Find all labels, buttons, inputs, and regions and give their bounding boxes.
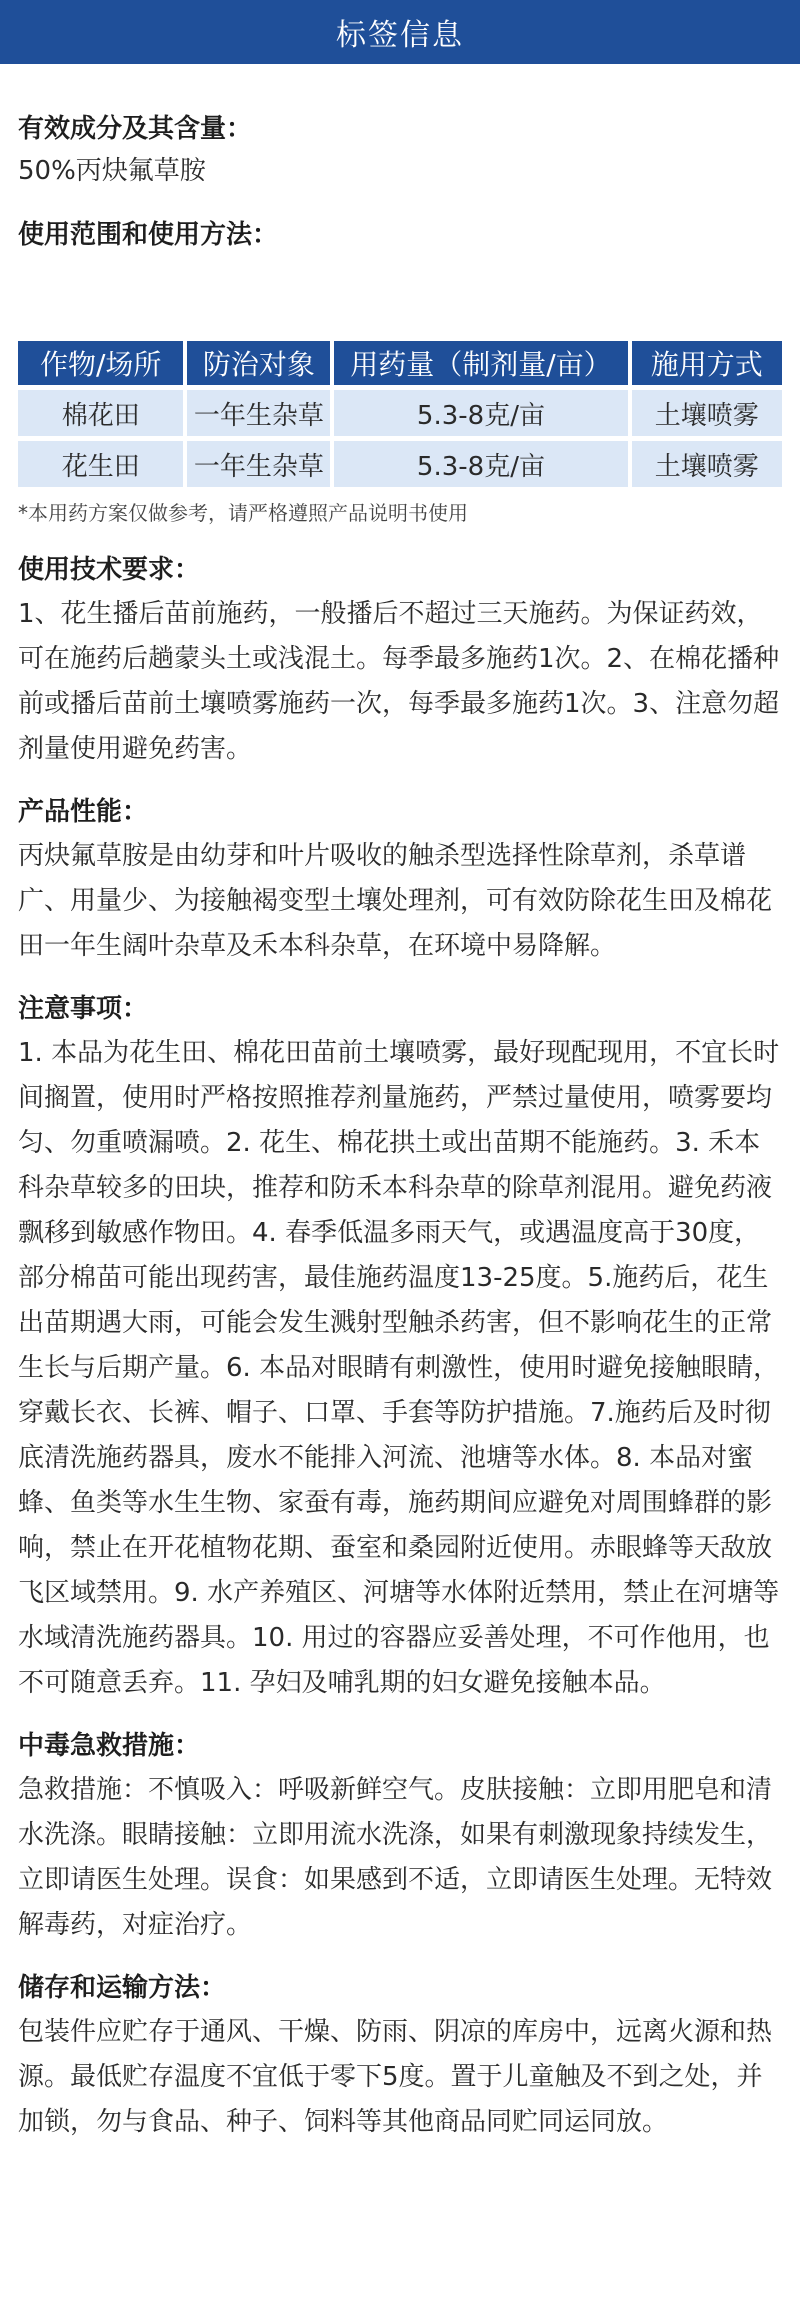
active-ingredient-title: 有效成分及其含量：: [18, 114, 253, 144]
performance-title: 产品性能：: [18, 797, 149, 827]
dosage-table: [14, 336, 786, 492]
table-header-dosage: 用药量（制剂量/亩）: [334, 341, 627, 385]
table-cell: 棉花田: [18, 390, 183, 436]
performance-section: [18, 790, 782, 969]
table-row: [18, 390, 782, 436]
dosage-note: *本用药方案仅做参考，请严格遵照产品说明书使用: [18, 501, 468, 525]
table-header-row: [18, 341, 782, 385]
label-content: [0, 108, 800, 2145]
table-cell: 一年生杂草: [187, 390, 330, 436]
table-cell: 5.3-8克/亩: [334, 441, 627, 487]
storage-text: 包装件应贮存于通风、干燥、防雨、阴凉的库房中，远离火源和热源。最低贮存温度不宜低于零下5度。置于儿童触及不到之处，并加锁，勿与食品、种子、饲料等其他商品同贮同运同放。: [18, 2017, 773, 2137]
usage-scope-title: 使用范围和使用方法：: [18, 220, 279, 250]
page-title: 标签信息: [336, 18, 464, 53]
active-ingredient-text: 50%丙炔氟草胺: [18, 156, 206, 186]
precautions-title: 注意事项：: [18, 994, 149, 1024]
storage-title: 储存和运输方法：: [18, 1973, 227, 2003]
table-cell: 一年生杂草: [187, 441, 330, 487]
table-header-crop: 作物/场所: [18, 341, 183, 385]
table-header-method: 施用方式: [632, 341, 782, 385]
page-header: [0, 0, 800, 64]
table-row: [18, 441, 782, 487]
first-aid-section: [18, 1724, 782, 1948]
precautions-text: 1. 本品为花生田、棉花田苗前土壤喷雾，最好现配现用，不宜长时间搁置，使用时严格按照推荐剂量施药，严禁过量使用，喷雾要均匀、勿重喷漏喷。2. 花生、棉花拱土或出苗期不能施药。3. 禾本科杂草较多的田块，推荐和防禾本科杂草的除草剂混用。避免药液飘移到敏感作物田。4. 春季低温多雨天气，或遇温度高于30度，部分棉苗可能出现药害，最佳施药温度13-25度。5.施药后，花生出苗期遇大雨，可能会发生溅射型触杀药害，但不影响花生的正常生长与后期产量。6. 本品对眼睛有刺激性，使用时避免接触眼睛，穿戴长衣、长裤、帽子、口罩、手套等防护措施。7.施药后及时彻底清洗施药器具，废水不能排入河流、池塘等水体。8. 本品对蜜蜂、鱼类等水生生物、家蚕有毒，施药期间应避免对周围蜂群的影响，禁止在开花植物花期、蚕室和桑园附近使用。赤眼蜂等天敌放飞区域禁用。9. 水产养殖区、河塘等水体附近禁用，禁止在河塘等水域清洗施药器具。10. 用过的容器应妥善处理，不可作他用，也不可随意丢弃。11. 孕妇及哺乳期的妇女避免接触本品。: [18, 1038, 780, 1698]
storage-section: [18, 1966, 782, 2145]
precautions-section: [18, 987, 782, 1706]
first-aid-text: 急救措施：不慎吸入：呼吸新鲜空气。皮肤接触：立即用肥皂和清水洗涤。眼睛接触：立即用流水洗涤，如果有刺激现象持续发生，立即请医生处理。误食：如果感到不适，立即请医生处理。无特效解毒药，对症治疗。: [18, 1775, 773, 1940]
performance-text: 丙炔氟草胺是由幼芽和叶片吸收的触杀型选择性除草剂，杀草谱广、用量少、为接触褐变型土壤处理剂，可有效防除花生田及棉花田一年生阔叶杂草及禾本科杂草，在环境中易降解。: [18, 841, 773, 961]
table-cell: 土壤喷雾: [632, 390, 782, 436]
table-cell: 土壤喷雾: [632, 441, 782, 487]
table-header-target: 防治对象: [187, 341, 330, 385]
table-cell: 花生田: [18, 441, 183, 487]
technical-requirements-section: [18, 548, 782, 772]
technical-requirements-text: 1、花生播后苗前施药，一般播后不超过三天施药。为保证药效，可在施药后趟蒙头土或浅混土。每季最多施药1次。2、在棉花播种前或播后苗前土壤喷雾施药一次，每季最多施药1次。3、注意勿超剂量使用避免药害。: [18, 599, 780, 764]
first-aid-title: 中毒急救措施：: [18, 1731, 201, 1761]
technical-requirements-title: 使用技术要求：: [18, 555, 201, 585]
table-cell: 5.3-8克/亩: [334, 390, 627, 436]
